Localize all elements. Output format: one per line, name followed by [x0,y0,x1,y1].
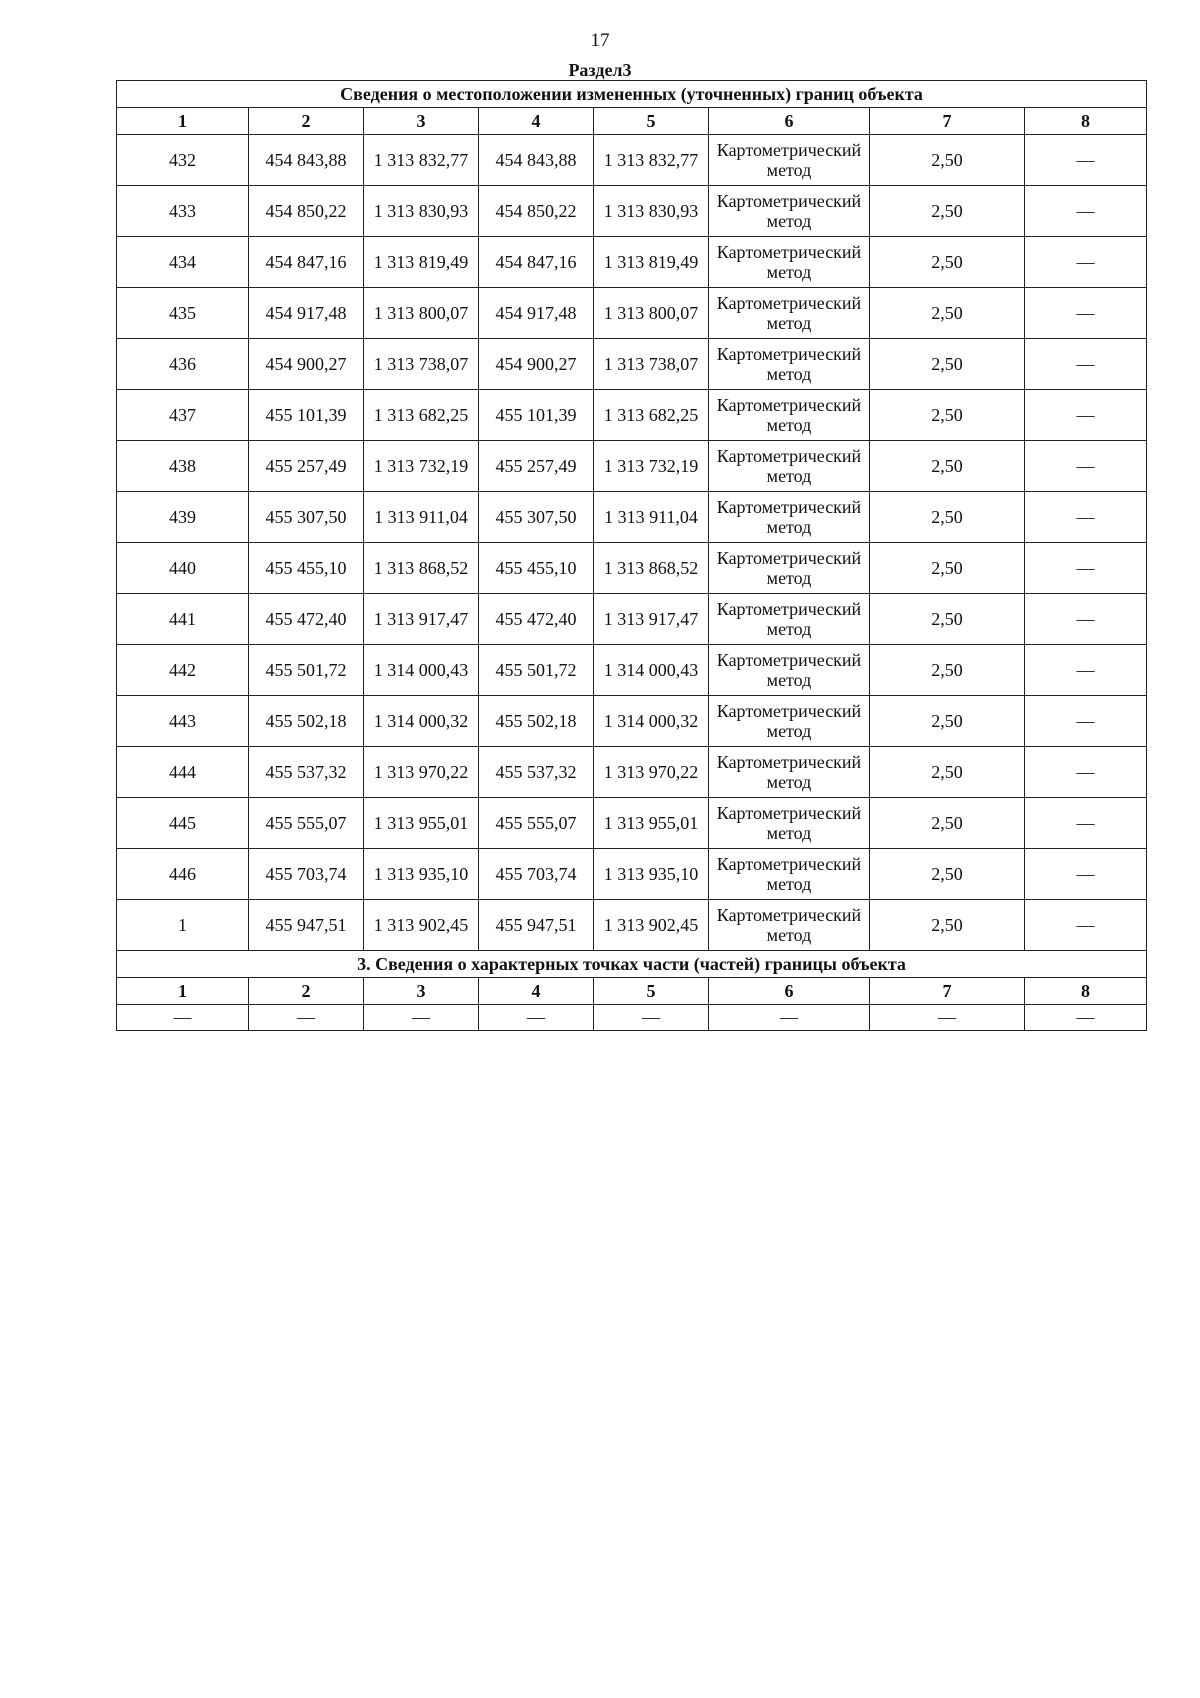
table-cell: 2,50 [870,696,1025,747]
table-cell: 435 [117,288,249,339]
table-cell: 1 313 738,07 [594,339,709,390]
table-cell: 2,50 [870,645,1025,696]
table-cell: 1 313 902,45 [594,900,709,951]
table-cell: — [1025,1005,1147,1031]
table-row [117,900,1147,951]
table-cell: 455 101,39 [479,390,594,441]
column-header-7: 7 [870,108,1025,135]
table-cell: 455 703,74 [249,849,364,900]
table-cell: 1 313 832,77 [594,135,709,186]
table-cell: — [1025,186,1147,237]
table-cell: — [709,1005,870,1031]
table-cell: 1 313 832,77 [364,135,479,186]
table-cell: 2,50 [870,441,1025,492]
table-cell: — [479,1005,594,1031]
table-cell: Картометрический метод [709,441,870,492]
table-cell: 455 501,72 [249,645,364,696]
table-row [117,441,1147,492]
table-cell: — [1025,696,1147,747]
table-cell: 455 307,50 [249,492,364,543]
table-cell: 1 313 819,49 [364,237,479,288]
column-header-2: 2 [249,108,364,135]
column-header-6: 6 [709,108,870,135]
column-header-6: 6 [709,978,870,1005]
table-cell: 454 847,16 [479,237,594,288]
table-cell: — [249,1005,364,1031]
column-header-3: 3 [364,108,479,135]
table-cell: 443 [117,696,249,747]
table-row [117,339,1147,390]
table-cell: 2,50 [870,543,1025,594]
table-cell: — [1025,237,1147,288]
table-cell: — [1025,798,1147,849]
table-cell: 454 917,48 [479,288,594,339]
table-cell: 454 900,27 [249,339,364,390]
table-row [117,237,1147,288]
table-cell: — [1025,594,1147,645]
table-cell: Картометрический метод [709,288,870,339]
table-cell: 455 455,10 [249,543,364,594]
column-header-8: 8 [1025,978,1147,1005]
boundary-coordinates-table [116,80,1147,1031]
section-title: Раздел3 [568,60,632,80]
table-row [117,492,1147,543]
table-cell: 1 313 955,01 [594,798,709,849]
table-cell: 434 [117,237,249,288]
table-cell: 1 313 902,45 [364,900,479,951]
table-cell: 437 [117,390,249,441]
table-cell: 444 [117,747,249,798]
table-cell: — [870,1005,1025,1031]
table-cell: — [1025,339,1147,390]
table-cell: — [594,1005,709,1031]
table-cell: 454 850,22 [479,186,594,237]
table-cell: 455 537,32 [249,747,364,798]
table-cell: 455 307,50 [479,492,594,543]
column-header-5: 5 [594,108,709,135]
table1-caption: Сведения о местоположении измененных (уточненных) границ объекта [117,81,1147,108]
table-cell: 441 [117,594,249,645]
table-cell: 455 555,07 [249,798,364,849]
table-cell: 442 [117,645,249,696]
table-cell: Картометрический метод [709,900,870,951]
table-cell: — [1025,747,1147,798]
table-cell: 2,50 [870,849,1025,900]
table-cell: 454 917,48 [249,288,364,339]
table-cell: — [1025,492,1147,543]
table-cell: 1 313 830,93 [594,186,709,237]
table-cell: 455 502,18 [479,696,594,747]
table-cell: 455 947,51 [249,900,364,951]
table-cell: 2,50 [870,237,1025,288]
column-header-2: 2 [249,978,364,1005]
table-cell: 1 313 738,07 [364,339,479,390]
table-cell: 438 [117,441,249,492]
table-row [117,747,1147,798]
table-row [117,696,1147,747]
table-cell: Картометрический метод [709,747,870,798]
table1-header-row [117,108,1147,135]
table-cell: 1 314 000,32 [594,696,709,747]
table-cell: 1 313 868,52 [594,543,709,594]
page-number: 17 [590,30,610,51]
table-cell: 2,50 [870,594,1025,645]
table-cell: Картометрический метод [709,135,870,186]
column-header-4: 4 [479,108,594,135]
table-row [117,543,1147,594]
table2-header-row [117,978,1147,1005]
table-cell: 2,50 [870,339,1025,390]
table-cell: 454 843,88 [479,135,594,186]
table-cell: 1 313 935,10 [364,849,479,900]
table-cell: Картометрический метод [709,237,870,288]
table-cell: 2,50 [870,900,1025,951]
table-cell: 1 313 830,93 [364,186,479,237]
table-cell: Картометрический метод [709,849,870,900]
table-cell: — [364,1005,479,1031]
table-cell: Картометрический метод [709,696,870,747]
table-row [117,798,1147,849]
table-cell: Картометрический метод [709,798,870,849]
table-cell: Картометрический метод [709,390,870,441]
table-cell: 455 537,32 [479,747,594,798]
table-cell: 2,50 [870,747,1025,798]
table-cell: 433 [117,186,249,237]
table-cell: 2,50 [870,798,1025,849]
table-cell: 436 [117,339,249,390]
table-cell: 1 313 682,25 [594,390,709,441]
table-cell: — [1025,900,1147,951]
table-row [117,849,1147,900]
table-cell: 454 900,27 [479,339,594,390]
table-row [117,135,1147,186]
table-cell: 1 313 682,25 [364,390,479,441]
table-cell: 1 313 917,47 [594,594,709,645]
table-cell: 454 847,16 [249,237,364,288]
table-cell: 2,50 [870,186,1025,237]
table-cell: 455 257,49 [249,441,364,492]
table-row [117,1005,1147,1031]
table-cell: 1 313 800,07 [594,288,709,339]
table-cell: 1 313 868,52 [364,543,479,594]
table-cell: 1 314 000,43 [594,645,709,696]
table1-caption-row [117,81,1147,108]
table-cell: 440 [117,543,249,594]
table-cell: 454 850,22 [249,186,364,237]
table-cell: 1 314 000,32 [364,696,479,747]
table-cell: 1 314 000,43 [364,645,479,696]
table2-caption: 3. Сведения о характерных точках части (частей) границы объекта [117,951,1147,978]
table-cell: Картометрический метод [709,186,870,237]
column-header-3: 3 [364,978,479,1005]
table-cell: 439 [117,492,249,543]
table-cell: — [1025,441,1147,492]
table-cell: — [1025,288,1147,339]
table-row [117,390,1147,441]
column-header-8: 8 [1025,108,1147,135]
table-cell: — [1025,849,1147,900]
table-cell: 455 555,07 [479,798,594,849]
table-cell: 1 313 800,07 [364,288,479,339]
table-cell: 455 502,18 [249,696,364,747]
table-cell: 1 313 917,47 [364,594,479,645]
table-cell: 1 313 970,22 [594,747,709,798]
table-cell: 2,50 [870,492,1025,543]
table-cell: 1 313 732,19 [364,441,479,492]
table-cell: Картометрический метод [709,543,870,594]
table-cell: 455 472,40 [249,594,364,645]
table-cell: 1 313 819,49 [594,237,709,288]
table-cell: Картометрический метод [709,492,870,543]
table2-caption-row [117,951,1147,978]
column-header-4: 4 [479,978,594,1005]
table-cell: 1 313 970,22 [364,747,479,798]
table-cell: 455 257,49 [479,441,594,492]
table-cell: — [117,1005,249,1031]
table-cell: 455 472,40 [479,594,594,645]
table-cell: — [1025,390,1147,441]
table-cell: 455 703,74 [479,849,594,900]
table-cell: 455 455,10 [479,543,594,594]
table-cell: 1 313 935,10 [594,849,709,900]
table-cell: 1 313 955,01 [364,798,479,849]
table-cell: 1 313 732,19 [594,441,709,492]
table-cell: 432 [117,135,249,186]
column-header-1: 1 [117,978,249,1005]
table-cell: Картометрический метод [709,645,870,696]
table-cell: 1 313 911,04 [594,492,709,543]
table-cell: — [1025,645,1147,696]
table-cell: Картометрический метод [709,594,870,645]
table-body [117,81,1147,1031]
table-cell: 2,50 [870,288,1025,339]
table-cell: 1 [117,900,249,951]
table-row [117,645,1147,696]
table-cell: 455 947,51 [479,900,594,951]
column-header-7: 7 [870,978,1025,1005]
table-row [117,186,1147,237]
table-cell: — [1025,135,1147,186]
table-cell: 2,50 [870,135,1025,186]
table-cell: 445 [117,798,249,849]
table-cell: — [1025,543,1147,594]
table-cell: 454 843,88 [249,135,364,186]
table-cell: 2,50 [870,390,1025,441]
table-cell: Картометрический метод [709,339,870,390]
table-cell: 455 101,39 [249,390,364,441]
table-cell: 455 501,72 [479,645,594,696]
column-header-5: 5 [594,978,709,1005]
table-row [117,288,1147,339]
table-cell: 1 313 911,04 [364,492,479,543]
column-header-1: 1 [117,108,249,135]
table-row [117,594,1147,645]
table-cell: 446 [117,849,249,900]
